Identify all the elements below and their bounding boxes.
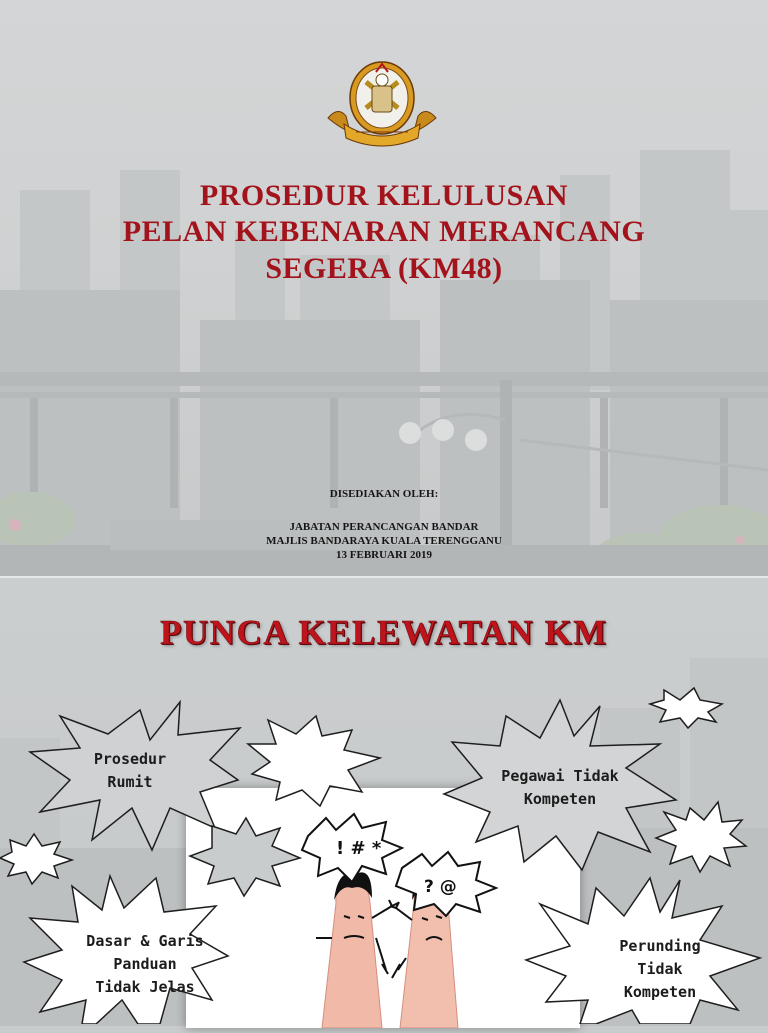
burst-pegawai-line2: Kompeten [523,790,597,808]
title-line-2: PELAN KEBENARAN MERANCANG [122,215,646,248]
svg-text:! # *: ! # * [336,838,382,859]
council-name: MAJLIS BANDARAYA KUALA TERENGGANU [266,535,502,547]
burst-dasar-line1: Dasar & Garis [86,932,204,950]
title-line-1: PROSEDUR KELULUSAN [199,179,569,212]
burst-pegawai-label [470,765,650,811]
burst-prosedur-label [70,748,190,794]
burst-dasar-line3: Tidak Jelas [95,978,195,996]
burst-small-topright [650,688,722,728]
prepared-by-label: DISEDIAKAN OLEH: [329,488,439,500]
burst-perunding-line1: Perunding [619,937,701,955]
burst-dasar-line2: Panduan [113,955,177,973]
burst-perunding-label [580,935,740,1004]
title-line-3: SEGERA (KM48) [265,252,503,285]
burst-perunding-line2: Tidak [637,960,683,978]
slide-heading: PUNCA KELEWATAN KM [160,613,608,652]
svg-text:? @: ? @ [424,877,457,897]
burst-prosedur-line1: Prosedur [93,750,167,768]
council-emblem-icon [326,58,438,150]
burst-empty-top [248,716,380,806]
burst-right-middle [656,802,746,872]
burst-prosedur-line2: Rumit [107,773,153,791]
burst-left-small [0,834,72,884]
burst-middle-grey [190,818,300,896]
presentation-date: 13 FEBRUARI 2019 [336,549,432,561]
department-name: JABATAN PERANCANGAN BANDAR [289,521,479,533]
burst-dasar-label [60,930,230,999]
burst-perunding-line3: Kompeten [623,983,697,1001]
burst-pegawai-line1: Pegawai Tidak [501,767,619,785]
